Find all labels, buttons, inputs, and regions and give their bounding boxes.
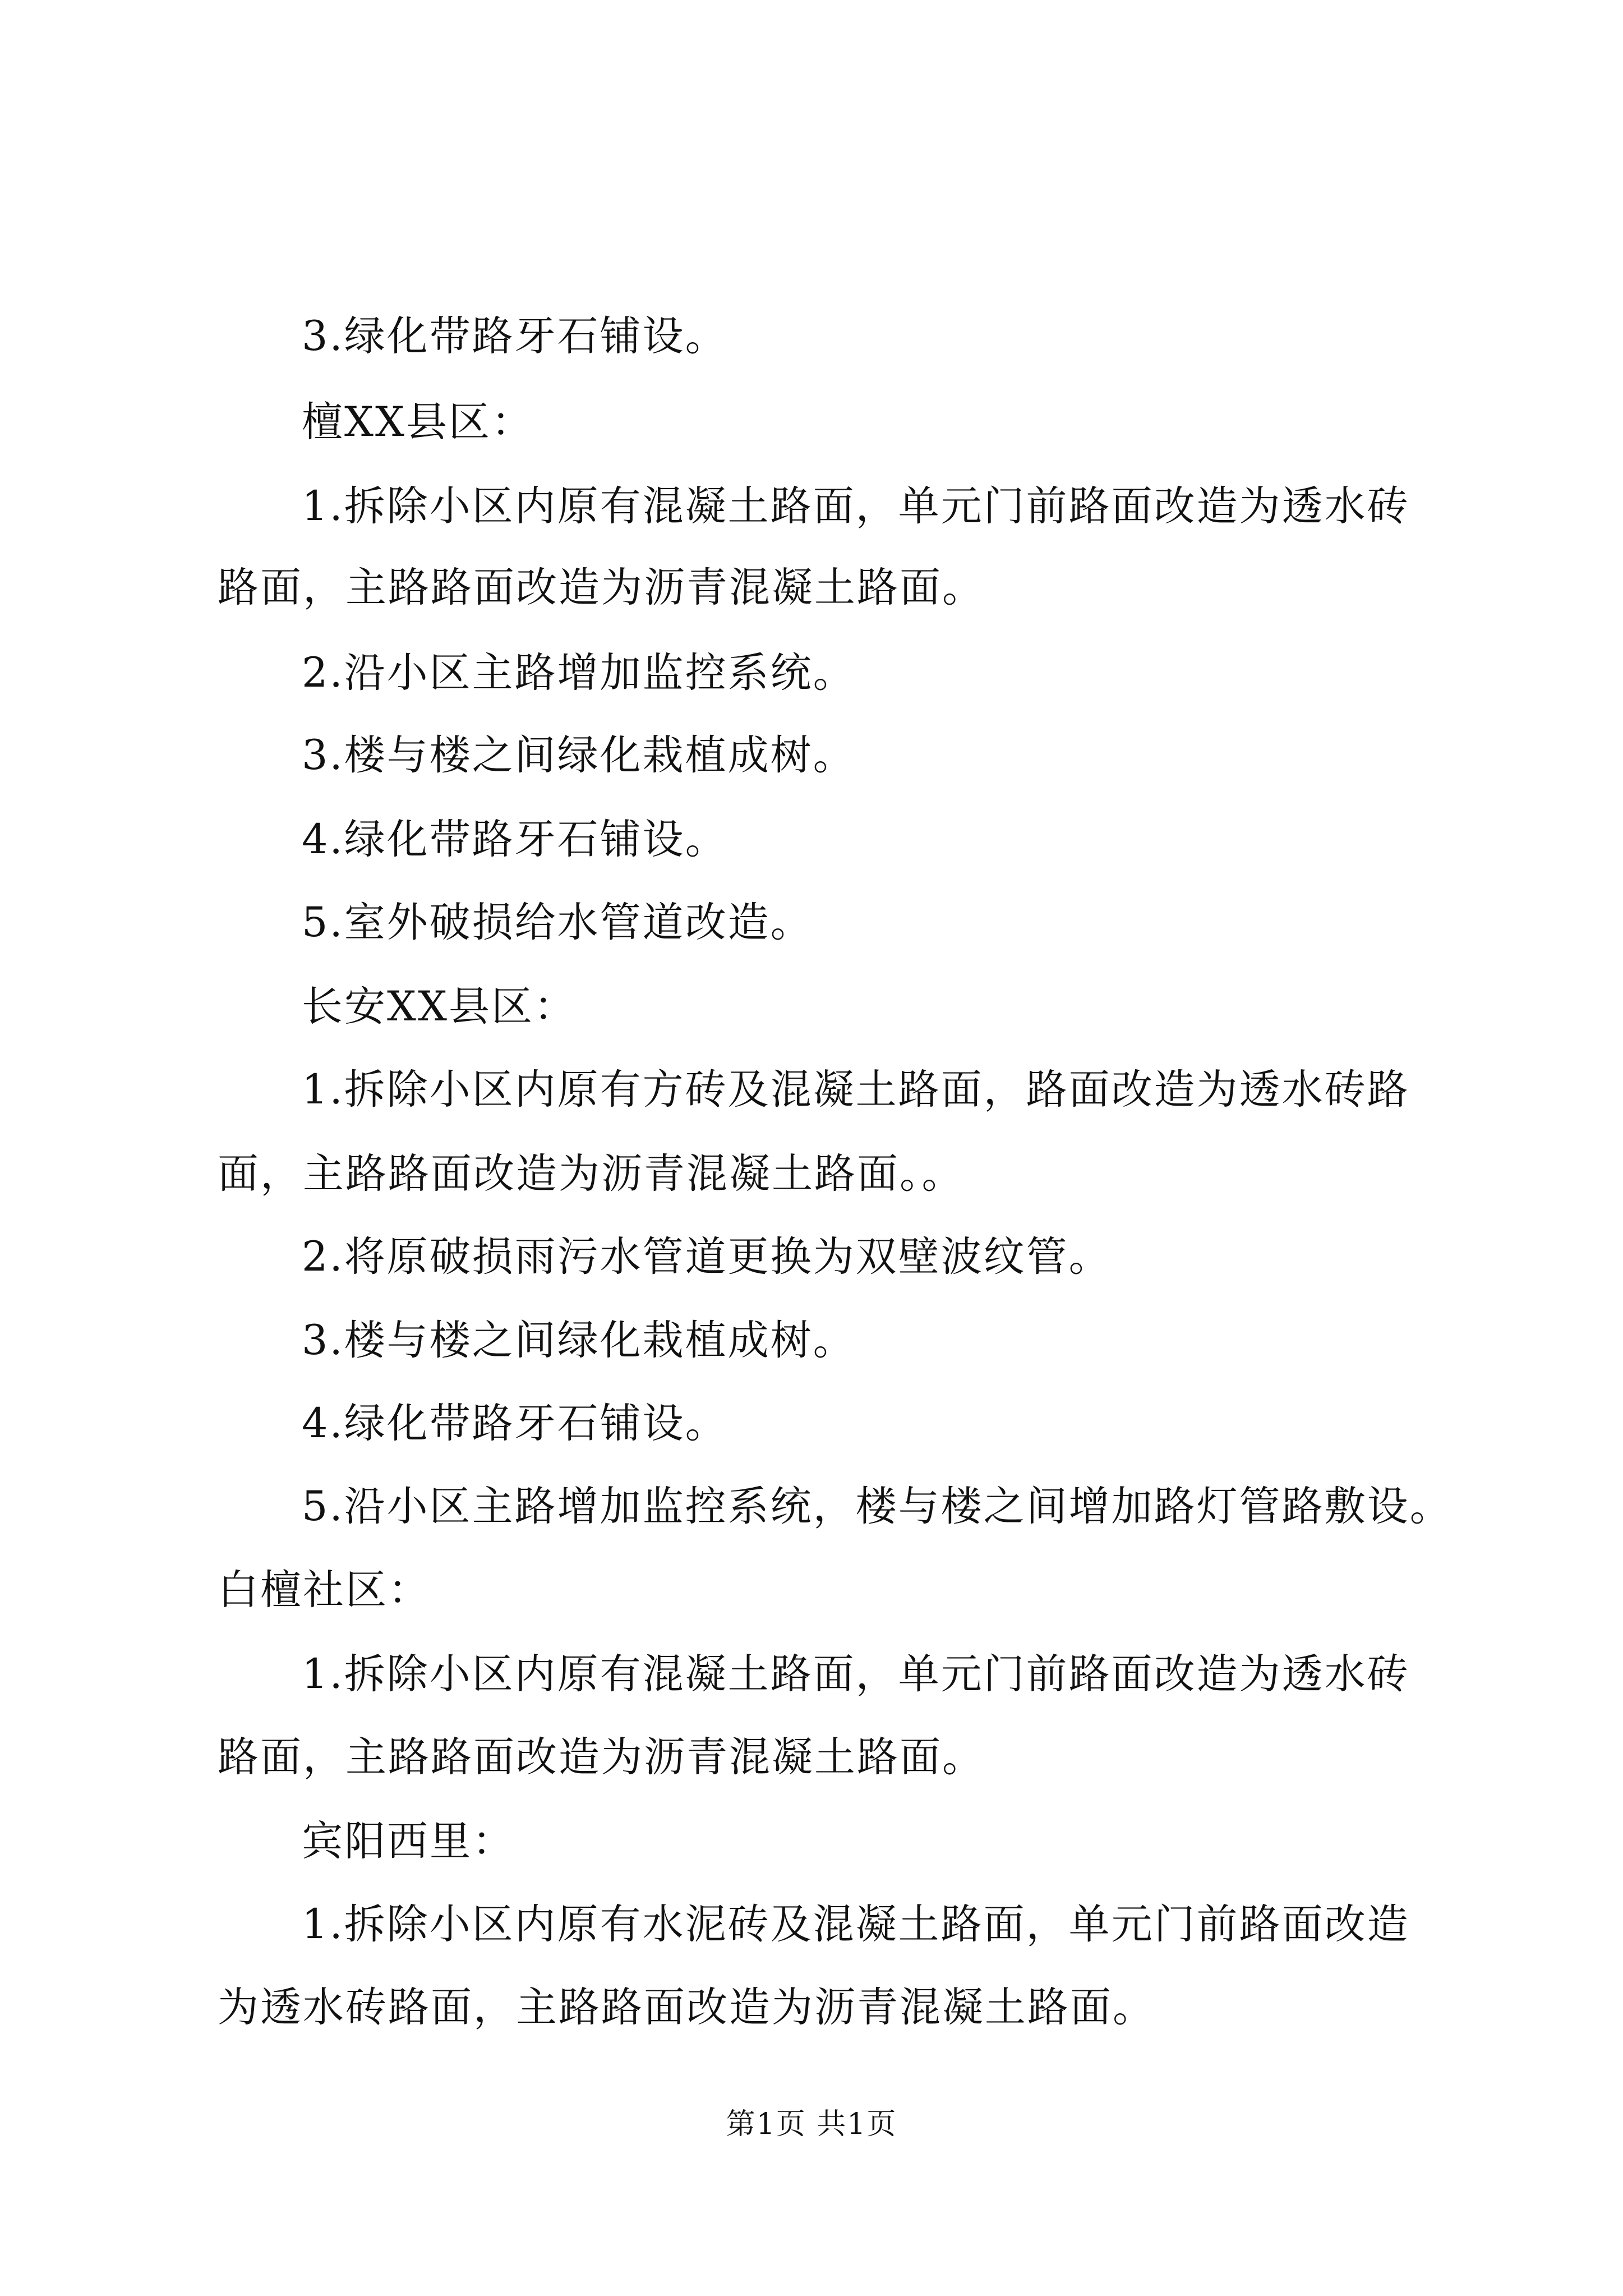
text-line-11: 面，主路路面改造为沥青混凝土路面。。 bbox=[218, 1150, 965, 1198]
text-line-13: 3.楼与楼之间绿化栽植成树。 bbox=[302, 1317, 856, 1364]
page-footer: 第1页 共1页 bbox=[726, 2108, 897, 2141]
text-line-1: 3.绿化带路牙石铺设。 bbox=[302, 312, 728, 360]
text-line-12: 2.将原破损雨污水管道更换为双壁波纹管。 bbox=[302, 1233, 1112, 1281]
text-line-21: 为透水砖路面，主路路面改造为沥青混凝土路面。 bbox=[218, 1984, 1155, 2031]
section-heading-binyang: 宾阳西里： bbox=[302, 1818, 515, 1865]
text-line-17: 1.拆除小区内原有混凝土路面，单元门前路面改造为透水砖 bbox=[302, 1650, 1410, 1698]
text-line-3: 1.拆除小区内原有混凝土路面，单元门前路面改造为透水砖 bbox=[302, 482, 1410, 530]
text-line-14: 4.绿化带路牙石铺设。 bbox=[302, 1400, 728, 1447]
text-line-15: 5.沿小区主路增加监控系统，楼与楼之间增加路灯管路敷设。 bbox=[302, 1483, 1453, 1530]
section-heading-tan: 檀XX县区： bbox=[302, 398, 534, 446]
section-heading-baitan: 白檀社区： bbox=[218, 1566, 431, 1614]
section-heading-changan: 长安XX县区： bbox=[302, 983, 577, 1030]
text-line-7: 4.绿化带路牙石铺设。 bbox=[302, 816, 728, 863]
text-line-6: 3.楼与楼之间绿化栽植成树。 bbox=[302, 731, 856, 779]
text-line-10: 1.拆除小区内原有方砖及混凝土路面，路面改造为透水砖路 bbox=[302, 1066, 1410, 1114]
text-line-18: 路面，主路路面改造为沥青混凝土路面。 bbox=[218, 1733, 985, 1781]
text-line-8: 5.室外破损给水管道改造。 bbox=[302, 899, 813, 946]
text-line-4: 路面，主路路面改造为沥青混凝土路面。 bbox=[218, 564, 985, 611]
text-line-5: 2.沿小区主路增加监控系统。 bbox=[302, 649, 856, 697]
text-line-20: 1.拆除小区内原有水泥砖及混凝土路面，单元门前路面改造 bbox=[302, 1901, 1410, 1948]
